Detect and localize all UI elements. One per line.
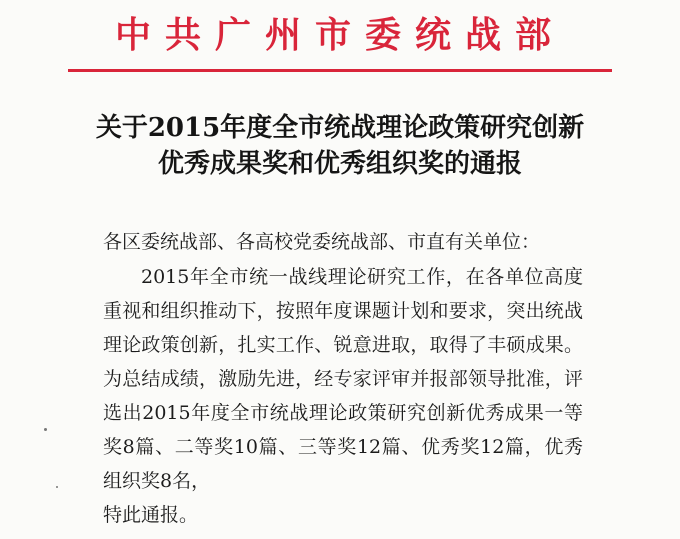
salutation: 各区委统战部、各高校党委统战部、市直有关单位：: [103, 231, 541, 253]
title-line-2: 优秀成果奖和优秀组织奖的通报: [157, 149, 522, 179]
document-body: [103, 225, 583, 532]
document-title: [0, 110, 680, 182]
title-line-1: 关于2015年度全市统战理论政策研究创新: [95, 113, 585, 143]
scan-speck: [44, 428, 47, 431]
red-divider-line: [68, 69, 612, 72]
scan-speck: [56, 486, 58, 488]
issuer-header: 中共广州市委统战部: [114, 14, 565, 56]
closing-line: 特此通报。: [103, 504, 199, 526]
body-paragraph: 2015年全市统一战线理论研究工作，在各单位高度重视和组织推动下，按照年度课题计划和要求，突出统战理论政策创新，扎实工作、锐意进取，取得了丰硕成果。为总结成绩，激励先进，经专家评审并报部领导批准，评选出2015年度全市统战理论政策研究创新优秀成果一等奖8篇、二等奖10篇、三等奖12篇、优秀奖12篇，优秀组织奖8名，: [103, 266, 583, 492]
